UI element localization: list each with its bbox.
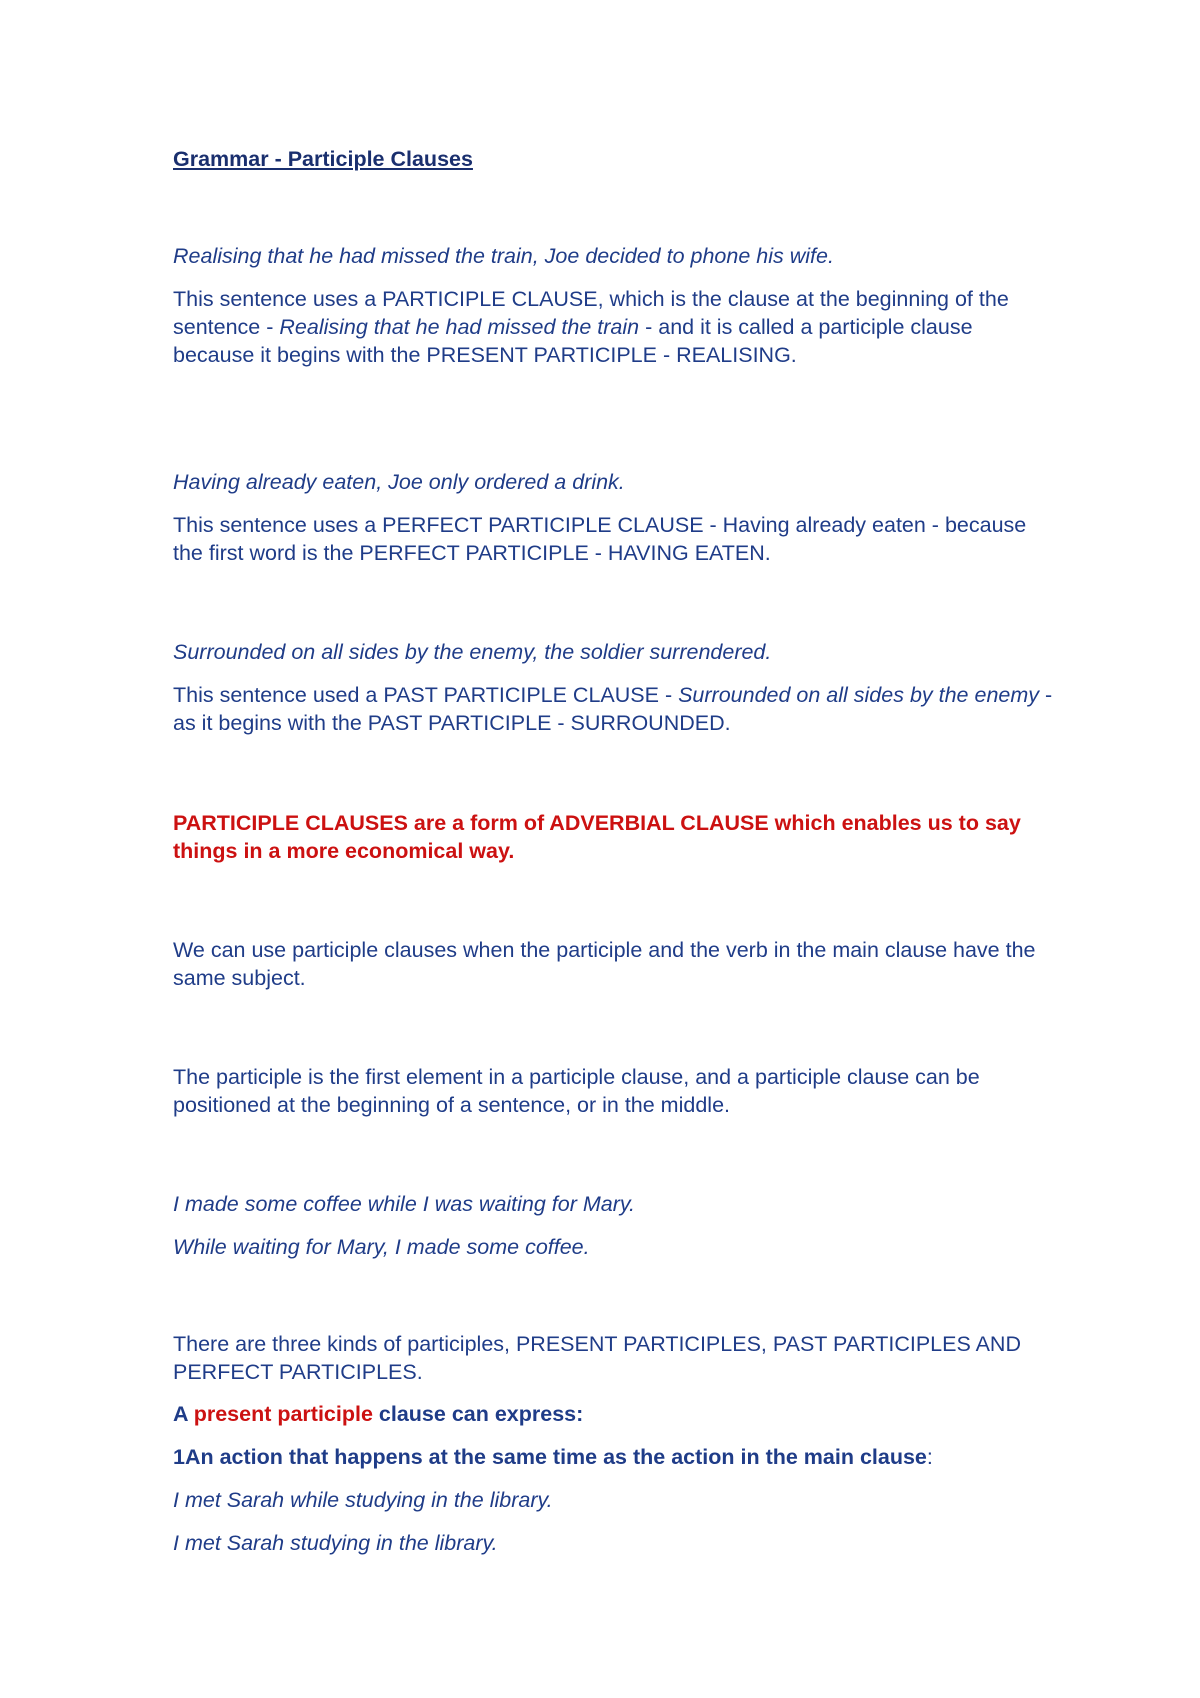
document-title: Grammar - Participle Clauses (173, 147, 473, 171)
example-sentence-1: Realising that he had missed the train, Joe decided to phone his wife. (173, 244, 834, 268)
heading-present-participle: present participle (193, 1402, 373, 1426)
paragraph-same-subject: We can use participle clauses when the participle and the verb in the main clause have the same subject. (173, 938, 1036, 990)
heading-a: A (173, 1402, 194, 1426)
example-coffee-2: While waiting for Mary, I made some coffee. (173, 1235, 590, 1259)
point-1-colon: : (926, 1445, 933, 1469)
example-coffee-1: I made some coffee while I was waiting for Mary. (173, 1192, 636, 1216)
explanation-1-part-a: This sentence uses a PARTICIPLE CLAUSE, which is the clause at the beginning of the sentence - (173, 287, 1009, 339)
explanation-1 (173, 285, 1053, 369)
definition-highlight: PARTICIPLE CLAUSES are a form of ADVERBIAL CLAUSE which enables us to say things in a more economical way. (173, 811, 1021, 863)
example-sarah-2: I met Sarah studying in the library. (173, 1531, 498, 1555)
paragraph-position: The participle is the first element in a participle clause, and a participle clause can be positioned at the beginning of a sentence, or in the middle. (173, 1065, 980, 1117)
paragraph-three-kinds: There are three kinds of participles, PRESENT PARTICIPLES, PAST PARTICIPLES AND PERFECT PARTICIPLES. (173, 1332, 1021, 1384)
point-1-text: 1An action that happens at the same time as the action in the main clause (173, 1445, 927, 1469)
explanation-1-clause: Realising that he had missed the train (279, 315, 640, 339)
example-sarah-1: I met Sarah while studying in the library. (173, 1488, 553, 1512)
explanation-3-part-a: This sentence used a PAST PARTICIPLE CLAUSE - (173, 683, 679, 707)
explanation-3-clause: Surrounded on all sides by the enemy (678, 683, 1040, 707)
explanation-2: This sentence uses a PERFECT PARTICIPLE CLAUSE - Having already eaten - because the first word is the PERFECT PARTICIPLE - HAVING EATEN. (173, 513, 1027, 565)
example-sentence-2: Having already eaten, Joe only ordered a drink. (173, 470, 625, 494)
example-sentence-3: Surrounded on all sides by the enemy, the soldier surrendered. (173, 640, 772, 664)
explanation-3 (173, 681, 1053, 737)
present-participle-heading (173, 1400, 1053, 1428)
explanation-3-part-b: - as it begins with the PAST PARTICIPLE - SURROUNDED. (173, 683, 1053, 735)
point-1 (173, 1443, 1053, 1471)
explanation-1-part-b: - and it is called a participle clause because it begins with the PRESENT PARTICIPLE - REALISING. (173, 315, 973, 367)
heading-rest: clause can express: (372, 1402, 584, 1426)
